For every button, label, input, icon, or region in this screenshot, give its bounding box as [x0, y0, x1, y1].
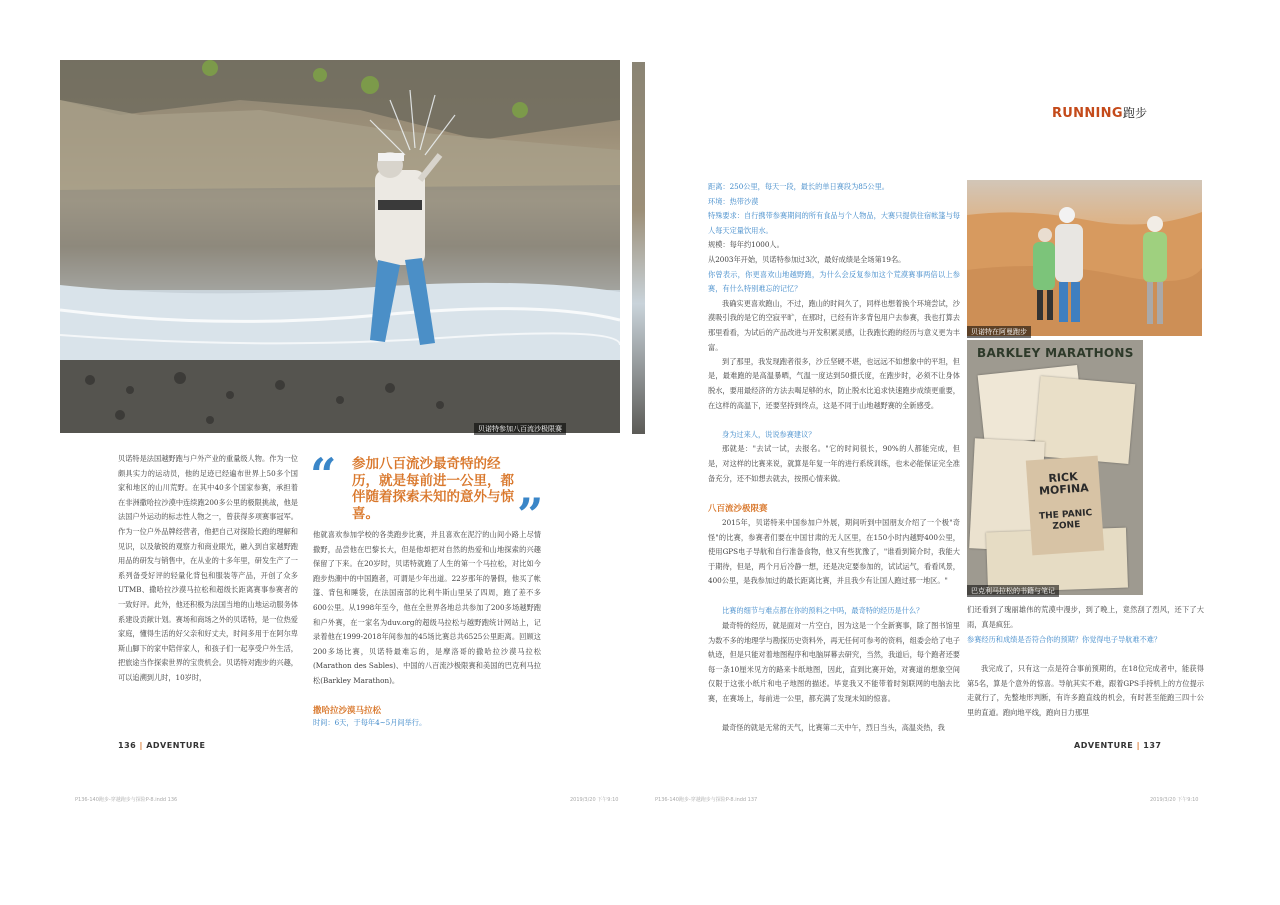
fact-history: 从2003年开始，贝诺特参加过3次，最好成绩是全场第19名。 — [708, 254, 906, 264]
folio-left-section: ADVENTURE — [146, 741, 206, 750]
barkley-caption: 巴克利马拉松的书籍与笔记 — [967, 585, 1059, 597]
open-quote-icon: “ — [310, 448, 337, 502]
paragraph-800-sands: 2015年，贝诺特来中国参加户外展，期间听到中国朋友介绍了一个极"奇怪"的比赛，参赛者们要在中国甘肃的无人区里，在150小时内越野400公里，使用GPS电子导航和自行准备食物，他又有些犹豫了，"谁看到简介时，我能大于期待，但是，两个月后冷静一想，还是决定要参加的，试试运气，看看风景，400公里，是我参加过的最长距离比赛，并且我少有让国人跑过那一地区。" — [708, 518, 960, 586]
photo-spread-strip — [632, 62, 645, 434]
fact-distance: 距离：250公里，每天一段，最长的单日赛段为85公里。 — [708, 182, 889, 191]
fact-requirements: 特殊要求：自行携带参赛期间的所有食品与个人物品，大赛只提供住宿帐篷与每人每天定量饮用水。 — [708, 211, 960, 235]
footer-left-file: P136-140跑步-穿越跑步与探险P-8.indd 136 — [75, 797, 178, 803]
desert-runners-illustration — [967, 180, 1202, 336]
question-3: 比赛的细节与难点都在你的预料之中吗，最奇特的经历是什么？ — [722, 606, 924, 615]
folio-right-section: ADVENTURE — [1074, 741, 1134, 750]
book-cover — [1026, 456, 1104, 556]
right-column-3b: 我完成了，只有这一点是符合事前预期的，在18位完成者中，能获得第5名，算是个意外的惊喜。导航其实不难，跟着GPS手持机上的方位提示走就行了，先整地形判断，有许多跑直线的机会，有时甚至能跑三四十公里的直道。跑向地平线，跑向日力那里 — [967, 664, 1204, 717]
folio-left-number: 136 — [118, 741, 137, 750]
folio-right-divider: | — [1136, 741, 1140, 750]
left-column-2-text: 他就喜欢参加学校的各类跑步比赛，并且喜欢在泥泞的山间小路上尽情撒野，品尝他在巴黎长大，但是他却把对自然的热爱和山地探索的兴趣保留了下来。在20岁时，贝诺特就跑了人生的第一个马拉松，对比如今跑步热潮中的中国跑者，可谓是少年出道。22岁那年的暑假，他买了帐篷、背包和睡袋，在法国南部的比利牛斯山里呆了四周，跑了差不多600公里。从1998年至今，他在全世界各地总共参加了200多场越野跑和户外赛，在一家名为duv.org的超级马拉松与越野跑统计网站上，记录着他在1999-2018年间参加的45场比赛总共6525公里距离。回顾这200多场比赛，贝诺特最难忘的，是摩洛哥的撒哈拉沙漠马拉松(Marathon des Sables)、中国的八百流沙极限赛和美国的巴克利马拉松(Barkley Marathon)。 — [313, 530, 541, 685]
main-photo-caption: 贝诺特参加八百流沙极限赛 — [474, 423, 566, 435]
right-column-3a: 们还看到了瑰丽雄伟的荒漠中漫步，到了晚上，竟然刮了烈风，还下了大雨，真是疯狂。 — [967, 605, 1204, 629]
folio-left — [118, 741, 205, 750]
question-1: 你曾表示，你更喜欢山地越野跑，为什么会反复参加这个荒漠赛事两倍以上参赛，有什么特别难忘的记忆？ — [708, 269, 960, 294]
desert-photo-caption: 贝诺特在阿曼跑步 — [967, 326, 1031, 338]
folio-right-number: 137 — [1143, 741, 1162, 750]
paper-note-2 — [1034, 376, 1136, 464]
question-4: 参赛经历和成绩是否符合你的预期？你觉得电子导航难不难？ — [967, 635, 1162, 644]
folio-left-divider: | — [139, 741, 143, 750]
barkley-title: BARKLEY MARATHONS — [977, 346, 1134, 360]
footer-right-date: 2019/3/20 下午9:10 — [1150, 797, 1199, 803]
footer-left-date: 2019/3/20 下午9:10 — [570, 797, 619, 803]
subhead-sahara: 撒哈拉沙漠马拉松 — [313, 706, 382, 716]
question-2: 身为过来人，说说参赛建议？ — [722, 429, 816, 439]
left-column-1-text: 贝诺特是法国越野跑与户外产业的重量级人物。作为一位颇具实力的运动员，他的足迹已经遍布世界上50多个国家和地区的山川荒野。在其中40多个国家参赛，承担着在非洲撒哈拉沙漠中连续跑200多公里的极限挑战，他是法国户外运动的标志性人物之一，曾获得多项赛事冠军。作为一位户外品牌经营者，他把自己对探险长跑的理解和见识，以及敏锐的观察力和商业眼光，融入到自家越野跑用品的研发与销售中，在从业的十多年里，研发生产了一系列备受好评的轻量化背包和服装等产品，开创了众多UTMB、撒哈拉沙漠马拉松和超级长距离赛事参赛者的一致好评。此外，他还积极为法国当地的山地运动服务体系建设贡献计划。赛场和商场之外的贝诺特，是一位热爱家庭，懂得生活的好父亲和好丈夫，时间多用于在阿尔卑斯山脚下的家中陪伴家人，和孩子们一起享受户外生活，把旅途当作探索世界的宝贵机会。贝诺特对跑步的兴趣，可以追溯到儿时，10岁时， — [118, 454, 298, 682]
river-scene-illustration — [60, 60, 620, 433]
fact-environment: 环境：热带沙漠 — [708, 196, 759, 206]
sahara-time: 时间：6天，于每年4~5月间举行。 — [313, 718, 427, 727]
answer-2: 那就是："去试一试，去报名。"它的时间很长，90%的人都能完成，但是，对这样的比赛来说，就算是年复一年的进行系统训练，也未必能保证完全准备充分，还不如想去就去，按照心情来做。 — [708, 444, 960, 483]
subhead-800-sands: 八百流沙极限赛 — [708, 504, 768, 514]
barkley-photo — [967, 340, 1143, 595]
main-photo-river-crossing — [60, 60, 620, 433]
paragraph-strangest-experience: 最奇特的经历，就是面对一片空白，因为这是一个全新赛事，除了图书馆里为数不多的地理学与勘探历史资料外，再无任何可参考的资料，组委会给了电子轨迹，但是只能对着地图程序和电脑屏幕去研究，当然，我道后，每个跑者还要每一条10厘米见方的路来卡纸地图，因此，直到比赛开始，对赛道的想象空间仅限于这张小纸片和电子地图的描述。毕竟我又不能带着时刻联网的电脑去比赛，在赛场上，每前进一公里，都充满了发现未知的惊喜。 — [708, 621, 960, 703]
sahara-facts — [708, 180, 960, 486]
paragraph-weather: 最奇怪的就是无常的天气，比赛第二天中午，烈日当头，高温炎热，我 — [722, 723, 945, 732]
book-author: RICK MOFINA — [1038, 470, 1090, 498]
running-label-cn: 跑步 — [1122, 106, 1148, 120]
running-section-label — [1052, 104, 1147, 121]
fact-scale: 规模：每年约1000人。 — [708, 240, 784, 250]
answer-1b: 到了那里，我发现跑者很多，沙丘坚硬不堪，也远远不如想象中的平坦，但是，最难跑的是高温暴晒，气温一度达到50摄氏度，在跑步时，必须不让身体脱水，要用最经济的方法去喝足够的水，防止脱水比追求快速跑步成绩更重要，在这样的高温下，还要坚持到终点，这是不同于山地越野赛的全新感受。 — [708, 356, 960, 410]
folio-right — [1074, 741, 1161, 750]
book-subtitle: THE PANIC ZONE — [1038, 508, 1093, 532]
pull-quote: 参加八百流沙最奇特的经历，就是每前进一公里，都伴随着探索未知的意外与惊喜。 — [352, 456, 514, 522]
close-quote-icon: ” — [517, 488, 544, 542]
answer-1a: 我确实更喜欢跑山，不过，跑山的时间久了，同样也想着换个环境尝试，沙漠吸引我的是它的空寂平旷，在那时，已经有许多背包用户去参赛，我也打算去那里看看，为试后的产品改进与开发积累灵感，让我跑长跑的经历与意义更为丰富。 — [708, 298, 960, 352]
footer-right-file: P136-140跑步-穿越跑步与探险P-8.indd 137 — [655, 797, 758, 803]
running-label: RUNNING — [1052, 106, 1123, 121]
desert-photo — [967, 180, 1202, 336]
